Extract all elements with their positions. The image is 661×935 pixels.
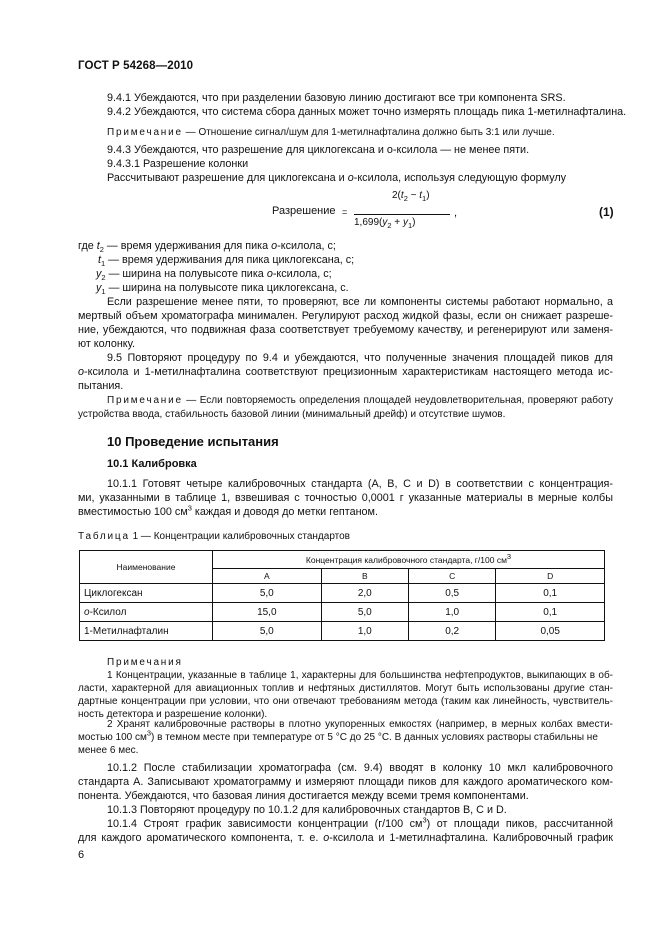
paragraph-10-1-1-line3: вместимостью 100 $см^3$ каждая и доводя до метки гептаном. — [78, 503, 378, 518]
table-cell-name: о-Ксилол — [80, 603, 213, 622]
note-table-1-line3: дартные концентрации при условии, что они отвечают требованиям метода (таким как линейность, чувствитель- — [78, 696, 613, 707]
table-cell: 0,1 — [496, 603, 605, 622]
note-label: Примечание — [107, 127, 183, 138]
formula-equals: = — [342, 207, 348, 217]
paragraph-9-4-3: 9.4.3 Убеждаются, что разрешение для циклогексана и о-ксилола — не менее пяти. — [107, 144, 530, 156]
paragraph-10-1-2-line3: понента. Убеждаются, что базовая линия достигается между всеми тремя компонентами. — [78, 790, 529, 802]
note-2: Примечание — Если повторяемость определения площадей неудовлетворительная, проверяют работу — [107, 395, 613, 406]
table-row — [80, 584, 605, 603]
table-cell-name: 1-Метилнафталин — [80, 622, 213, 641]
note-label: Примечание — [107, 395, 183, 406]
note-table-2-line3: менее 6 мес. — [78, 745, 139, 756]
paragraph-9-5-line2: о-ксилола и 1-метилнафталина соответствуют прецизионным характеристикам настоящего метода ис- — [78, 366, 613, 378]
table-cell: 15,0 — [213, 603, 322, 622]
calibration-table — [79, 550, 605, 641]
paragraph-10-1-2-line2: стандарта А. Записывают хроматограмму и измеряют площади пиков для каждого ароматического ком- — [78, 776, 613, 788]
table-header-name: Наименование — [80, 551, 213, 584]
note-table-2: 2 Хранят калибровочные растворы в плотно укупоренных емкостях (например, в мерных колбах вмести- — [107, 719, 613, 730]
table-col-b: B — [321, 569, 408, 584]
table-cell: 5,0 — [213, 584, 322, 603]
paragraph-9-4-1: 9.4.1 Убеждаются, что при разделении базовую линию достигают все три компонента SRS. — [107, 92, 566, 104]
table-header-group: Концентрация калибровочного стандарта, г/100 $см^3$ — [213, 551, 605, 569]
paragraph-10-1-2: 10.1.2 После стабилизации хроматографа (см. 9.4) вводят в колонку 10 мкл калибровочного — [107, 762, 613, 774]
table-cell: 1,0 — [321, 622, 408, 641]
where-item-y1: $y_1$ — ширина на полувысоте пика циклогексана, с. — [96, 282, 349, 297]
paragraph-10-1-4: 10.1.4 Строят график зависимости концентрации (г/100 $см^3$) от площади пиков, рассчитанной — [107, 815, 613, 830]
page-number: 6 — [78, 849, 85, 861]
table-cell: 0,5 — [408, 584, 495, 603]
paragraph-10-1-1-line2: ми, указанными в таблице 1, взвешивая с точностью 0,0001 г указанные материалы в мерные колбы — [78, 492, 613, 504]
paragraph-9-4-3-1: 9.4.3.1 Разрешение колонки — [107, 158, 249, 170]
paragraph-if-resolution-line2: мертвый объем хроматографа минимален. Регулируют расход жидкой фазы, если он снижает разреше- — [78, 310, 613, 322]
paragraph-9-4-2: 9.4.2 Убеждаются, что система сбора данных может точно измерять площадь пика 1-метилнафталина. — [107, 106, 627, 118]
paragraph-9-5: 9.5 Повторяют процедуру по 9.4 и убеждаются, что полученные значения площадей пиков для — [107, 352, 613, 364]
table-col-a: A — [213, 569, 322, 584]
fraction-bar — [354, 214, 450, 215]
notes-label: Примечания — [107, 657, 183, 668]
table-col-d: D — [496, 569, 605, 584]
paragraph-9-5-line3: пытания. — [78, 380, 124, 392]
paragraph-if-resolution-line4: ют колонку. — [78, 338, 135, 350]
table-caption: Таблица 1 — Концентрации калибровочных стандартов — [78, 531, 350, 542]
note-text: — Отношение сигнал/шум для 1-метилнафталина должно быть 3:1 или лучше. — [182, 127, 555, 138]
note-table-1-line4: ность детектора и разрешение колонки). — [78, 709, 268, 720]
note-table-2-line2: мостью 100 $см^3$) в темном месте при температуре от 5 °С до 25 °С. В данных условиях растворы стабильны не — [78, 728, 598, 743]
paragraph-if-resolution-line3: ние, убеждаются, что подвижная фаза соответствует требуемому качеству, и регенерируют или заменя- — [78, 324, 613, 336]
note-1 — [107, 126, 555, 139]
note-table-1-line2: ласти, характерной для авиационных топлив и нефтяных дистиллятов. Могут быть использованы другие стан- — [78, 683, 613, 694]
note-table-1: 1 Концентрации, указанные в таблице 1, характерны для большинства нефтепродуктов, выкипающих в об- — [107, 670, 613, 681]
formula-comma: , — [454, 207, 458, 219]
table-cell: 5,0 — [321, 603, 408, 622]
paragraph-calc: Рассчитывают разрешение для циклогексана и о-ксилола, используя следующую формулу — [107, 172, 567, 184]
section-10-title: 10 Проведение испытания — [107, 434, 279, 449]
table-cell: 2,0 — [321, 584, 408, 603]
section-10-1-title: 10.1 Калибровка — [107, 458, 197, 470]
formula-label: Разрешение — [272, 205, 336, 217]
formula-number: (1) — [599, 205, 614, 219]
table-cell: 0,1 — [496, 584, 605, 603]
formula-numerator: $2(t_2 - t_1)$ — [392, 190, 430, 203]
where-item-y2: $y_2$ — ширина на полувысоте пика о-ксилола, с; — [96, 268, 332, 283]
paragraph-if-resolution: Если разрешение менее пяти, то проверяют, все ли компоненты системы работают нормально, а — [107, 296, 613, 308]
document-header: ГОСТ Р 54268—2010 — [78, 60, 194, 72]
paragraph-10-1-4-line2: для каждого ароматического компонента, т. е. о-ксилола и 1-метилнафталина. Калибровочный график — [78, 832, 613, 844]
table-cell: 0,2 — [408, 622, 495, 641]
note-2-line2: устройства ввода, стабильность базовой линии (минимальный дрейф) и отсутствие шумов. — [78, 409, 506, 420]
where-item-t2: где $t_2$ — время удерживания для пика о-ксилола, с; — [78, 240, 336, 255]
table-row — [80, 622, 605, 641]
table-cell: 0,05 — [496, 622, 605, 641]
table-cell-name: Циклогексан — [80, 584, 213, 603]
table-cell: 1,0 — [408, 603, 495, 622]
where-item-t1: $t_1$ — время удерживания для пика циклогексана, с; — [98, 254, 355, 269]
paragraph-10-1-1: 10.1.1 Готовят четыре калибровочных стандарта (A, B, C и D) в соответствии с концентрация- — [107, 478, 613, 490]
table-col-c: C — [408, 569, 495, 584]
table-cell: 5,0 — [213, 622, 322, 641]
formula-denominator: $1,699(y_2 + y_1)$ — [354, 217, 416, 230]
table-row — [80, 603, 605, 622]
paragraph-10-1-3: 10.1.3 Повторяют процедуру по 10.1.2 для калибровочных стандартов B, C и D. — [107, 804, 507, 816]
